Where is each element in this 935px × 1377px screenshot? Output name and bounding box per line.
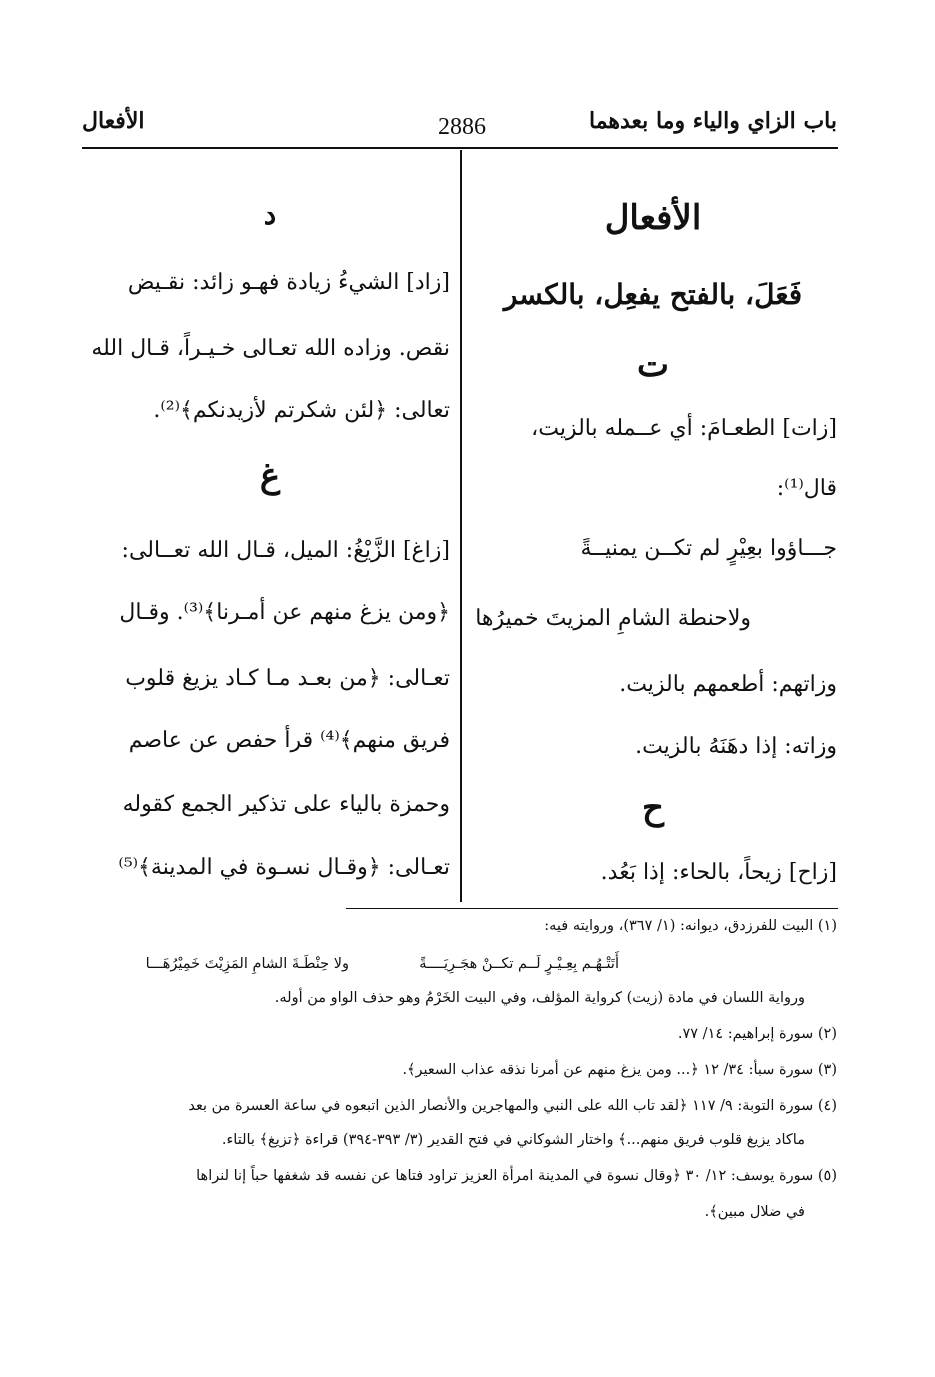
verse-hemistich-2: ولاحنطة الشامِ المزيتَ خميرُها [475, 606, 751, 631]
entry-text-line: ﴿ومن يزغ منهم عن أمـرنا﴾⁽³⁾. وقـال [119, 600, 450, 625]
entry-text-line: فريق منهم﴾⁽⁴⁾ قرأ حفص عن عاصم [128, 728, 450, 753]
entry-text-line: تعـالى: ﴿من بعـد مـا كـاد يزيغ قلوب [125, 666, 450, 691]
footnote-1-continued: ورواية اللسان في مادة (زيت) كرواية المؤلف، وفي البيت الخَرْمُ وهو حذف الواو من أوله. [274, 990, 805, 1006]
entry-text-line: تعـالى: ﴿وقـال نسـوة في المدينة﴾⁽⁵⁾ [118, 855, 450, 880]
verse-hemistich-1: جـــاؤوا بعِيْرٍ لم تكــن يمنيــةً [580, 536, 837, 561]
entry-text-line: [زاغ] الزَّيْغُ: الميل، قـال الله تعــالى: [121, 538, 450, 563]
entry-text-line: وحمزة بالياء على تذكير الجمع كقوله [122, 792, 450, 817]
letter-heading-ta: ت [636, 345, 669, 385]
footnote-3: (٣) سورة سبأ: ٣٤/ ١٢ ﴿... ومن يزغ منهم عن أمرنا نذقه عذاب السعير﴾. [402, 1062, 837, 1078]
entry-text-line: [زاح] زيحاً، بالحاء: إذا بَعُد. [600, 860, 837, 885]
entry-text-line: نقص. وزاده الله تعـالى خـيـراً، قـال الله [91, 336, 450, 361]
entry-text-line: قال⁽¹⁾: [776, 476, 837, 501]
footnote-2: (٢) سورة إبراهيم: ١٤/ ٧٧. [677, 1026, 837, 1042]
entry-text-line: وزاتهم: أطعمهم بالزيت. [619, 672, 837, 697]
running-header-section: الأفعال [82, 108, 145, 134]
section-subtitle: فَعَلَ، بالفتح يفعِل، بالكسر [503, 278, 803, 311]
footnote-5: (٥) سورة يوسف: ١٢/ ٣٠ ﴿وقال نسوة في المدينة امرأة العزيز تراود فتاها عن نفسه قد شغفها حباً إنا لنراها [196, 1168, 837, 1184]
entry-text-line: وزاته: إذا دهَنَهُ بالزيت. [635, 734, 837, 759]
footnote-rule [346, 908, 838, 909]
footnote-4: (٤) سورة التوبة: ٩/ ١١٧ ﴿لقد تاب الله على النبي والمهاجرين والأنصار الذين اتبعوه في ساعة العسرة من بعد [188, 1098, 837, 1114]
footnote-5-continued: في ضلال مبين﴾. [704, 1204, 805, 1220]
entry-text-line: [زاد] الشيءُ زيادة فهـو زائد: نقـيض [127, 270, 450, 295]
column-divider [460, 150, 462, 902]
entry-text-line: [زات] الطعـامَ: أي عــمله بالزيت، [531, 416, 837, 441]
letter-heading-ha: ح [642, 788, 664, 828]
footnote-1-verse-second: ولا حِنْطَـةَ الشامِ المَزِيْتَ خَمِيْرُهَـــا [145, 956, 349, 972]
section-title: الأفعال [604, 198, 702, 238]
footnote-1: (١) البيت للفرزدق، ديوانه: (١/ ٣٦٧)، وروايته فيه: [544, 918, 837, 934]
letter-heading-dal: د [263, 198, 277, 231]
footnote-1-verse-first: أَتَتْـهُـم بِعِـيْـرٍ لَــم تكــنْ هجَـرِيَــــةً [419, 956, 619, 972]
running-header-chapter: باب الزاي والياء وما بعدهما [588, 108, 837, 134]
header-rule [82, 147, 838, 149]
footnote-4-continued: ماكاد يزيغ قلوب فريق منهم...﴾ واختار الشوكاني في فتح القدير (٣/ ٣٩٣-٣٩٤) قراءة ﴿تزيغ﴾ بالتاء. [221, 1132, 805, 1148]
letter-heading-ghain: غ [259, 456, 281, 496]
page-number: 2886 [438, 114, 486, 140]
entry-text-line: تعالى: ﴿لئن شكرتم لأزيدنكم﴾⁽²⁾. [153, 398, 450, 423]
